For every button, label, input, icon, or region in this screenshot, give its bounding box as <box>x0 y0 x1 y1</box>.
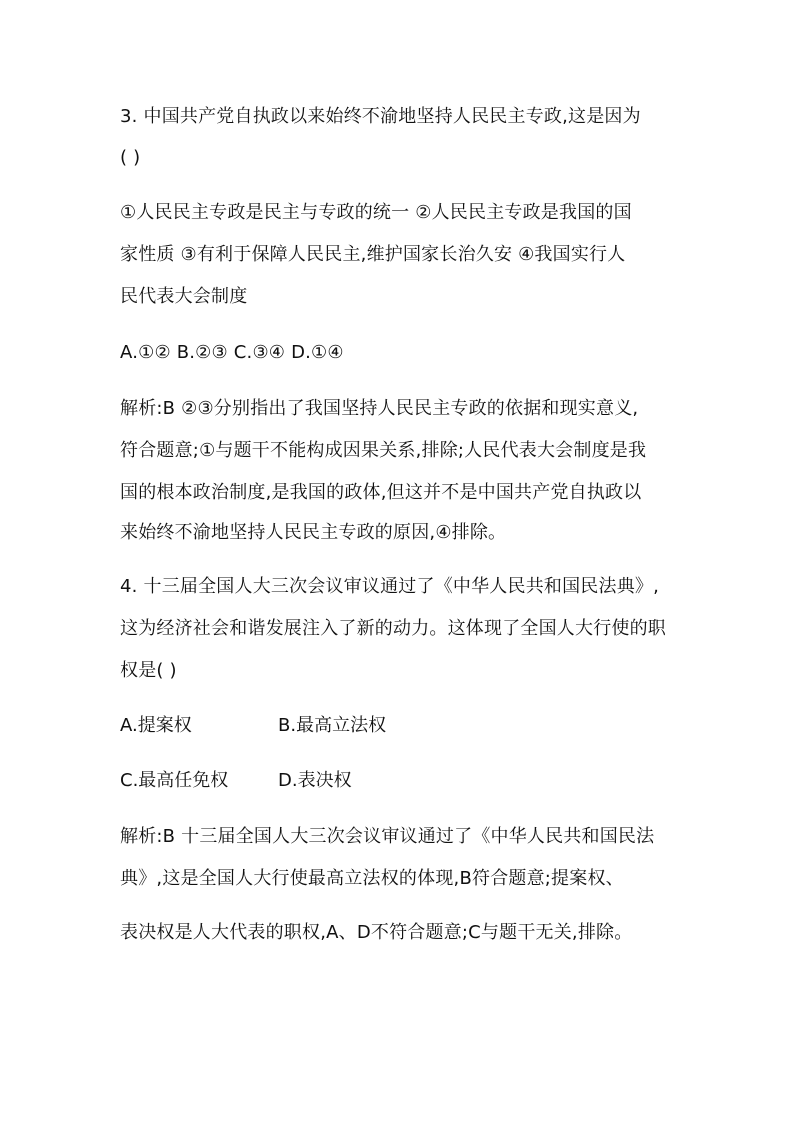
q4-option-a: A.提案权 <box>120 715 192 736</box>
q4-stem-line-3: 权是( ) <box>120 660 177 681</box>
q3-analysis-line-1: 解析:B ②③分别指出了我国坚持人民民主专政的依据和现实意义, <box>120 398 639 419</box>
q3-options-line-2: 家性质 ③有利于保障人民民主,维护国家长治久安 ④我国实行人 <box>120 244 626 265</box>
q3-options-line-3: 民代表大会制度 <box>120 286 248 307</box>
q3-answer-choices: A.①② B.②③ C.③④ D.①④ <box>120 342 344 363</box>
q3-stem-line-1: 3. 中国共产党自执政以来始终不渝地坚持人民民主专政,这是因为 <box>120 106 641 127</box>
q4-analysis-line-2: 典》,这是全国人大行使最高立法权的体现,B符合题意;提案权、 <box>120 868 624 889</box>
q3-stem-line-2: ( ) <box>120 147 141 168</box>
q3-analysis-line-2: 符合题意;①与题干不能构成因果关系,排除;人民代表大会制度是我 <box>120 440 647 461</box>
q3-analysis-line-3: 国的根本政治制度,是我国的政体,但这并不是中国共产党自执政以 <box>120 482 642 503</box>
q4-analysis-line-3: 表决权是人大代表的职权,A、D不符合题意;C与题干无关,排除。 <box>120 922 633 943</box>
q4-option-c: C.最高任免权 <box>120 770 229 791</box>
q4-option-b: B.最高立法权 <box>278 715 387 736</box>
q4-analysis-line-1: 解析:B 十三届全国人大三次会议审议通过了《中华人民共和国民法 <box>120 826 655 847</box>
q3-options-line-1: ①人民民主专政是民主与专政的统一 ②人民民主专政是我国的国 <box>120 202 632 223</box>
q3-analysis-line-4: 来始终不渝地坚持人民民主专政的原因,④排除。 <box>120 522 507 543</box>
q4-option-d: D.表决权 <box>278 770 352 791</box>
q4-stem-line-2: 这为经济社会和谐发展注入了新的动力。这体现了全国人大行使的职 <box>120 618 666 639</box>
q4-stem-line-1: 4. 十三届全国人大三次会议审议通过了《中华人民共和国民法典》, <box>120 576 660 597</box>
